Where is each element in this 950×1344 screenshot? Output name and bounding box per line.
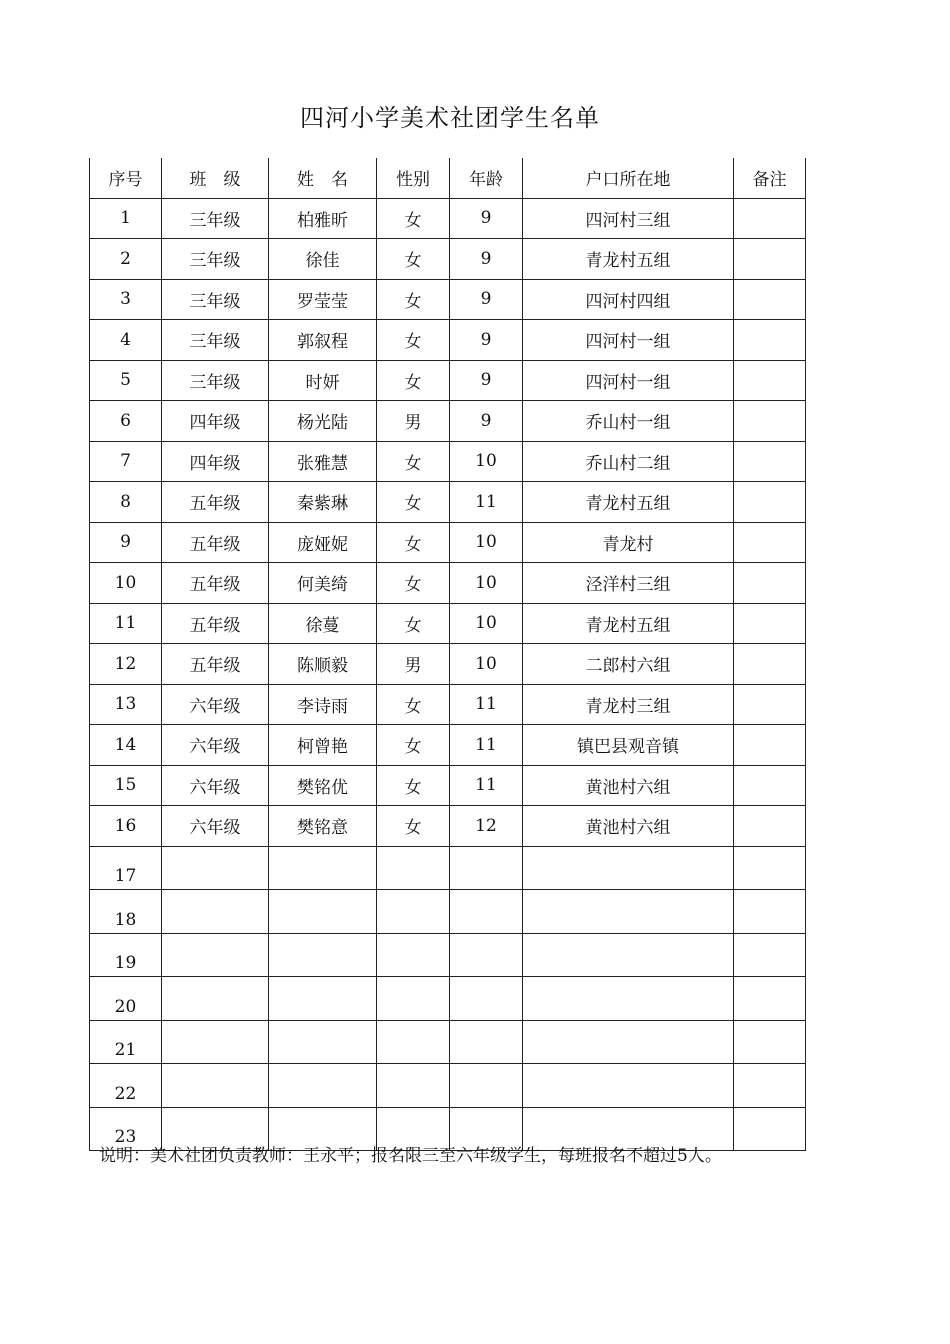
cell-class: 六年级 [162,806,269,847]
cell-class [162,977,269,1021]
cell-name: 庞娅妮 [269,522,377,563]
cell-remarks [734,239,806,280]
cell-remarks [734,522,806,563]
header-seq: 序号 [90,158,162,198]
cell-seq: 17 [90,846,162,890]
cell-class: 三年级 [162,360,269,401]
cell-gender: 女 [377,603,450,644]
cell-address: 青龙村 [523,522,734,563]
cell-remarks [734,1107,806,1151]
table-row [90,239,806,280]
cell-remarks [734,725,806,766]
cell-address: 四河村一组 [523,320,734,361]
cell-seq: 20 [90,977,162,1021]
cell-gender [377,890,450,934]
cell-class: 五年级 [162,563,269,604]
cell-name [269,890,377,934]
cell-name [269,1064,377,1108]
cell-seq: 15 [90,765,162,806]
cell-address [523,846,734,890]
table-row-empty [90,1020,806,1064]
cell-remarks [734,977,806,1021]
cell-remarks [734,806,806,847]
cell-gender: 女 [377,198,450,239]
cell-address [523,890,734,934]
cell-name: 秦紫琳 [269,482,377,523]
header-age: 年龄 [450,158,523,198]
cell-class: 六年级 [162,725,269,766]
page-title: 四河小学美术社团学生名单 [300,104,600,132]
cell-name: 徐佳 [269,239,377,280]
cell-remarks [734,563,806,604]
cell-seq: 6 [90,401,162,442]
cell-seq: 18 [90,890,162,934]
table-row [90,482,806,523]
table-row-empty [90,1064,806,1108]
table-row-empty [90,977,806,1021]
cell-age [450,890,523,934]
cell-remarks [734,933,806,977]
cell-class: 四年级 [162,401,269,442]
cell-age: 11 [450,725,523,766]
cell-seq: 16 [90,806,162,847]
cell-address: 泾洋村三组 [523,563,734,604]
cell-class [162,890,269,934]
cell-age: 9 [450,239,523,280]
header-remarks: 备注 [734,158,806,198]
cell-remarks [734,441,806,482]
cell-class: 五年级 [162,482,269,523]
cell-gender: 女 [377,360,450,401]
cell-age [450,1064,523,1108]
cell-gender: 女 [377,482,450,523]
cell-address: 青龙村五组 [523,239,734,280]
cell-remarks [734,644,806,685]
cell-gender: 女 [377,684,450,725]
table-row [90,522,806,563]
table-row [90,684,806,725]
cell-class [162,1020,269,1064]
cell-remarks [734,482,806,523]
cell-age [450,846,523,890]
cell-class: 三年级 [162,198,269,239]
cell-address: 二郎村六组 [523,644,734,685]
cell-gender: 男 [377,644,450,685]
cell-name: 张雅慧 [269,441,377,482]
cell-address: 青龙村五组 [523,603,734,644]
cell-name: 柯曾艳 [269,725,377,766]
cell-name: 罗莹莹 [269,279,377,320]
cell-name: 杨光陆 [269,401,377,442]
cell-age: 9 [450,401,523,442]
cell-remarks [734,401,806,442]
cell-class: 四年级 [162,441,269,482]
cell-name [269,1020,377,1064]
cell-address: 黄池村六组 [523,806,734,847]
cell-name: 时妍 [269,360,377,401]
cell-age [450,1020,523,1064]
cell-class: 三年级 [162,279,269,320]
cell-address: 青龙村三组 [523,684,734,725]
cell-remarks [734,1064,806,1108]
cell-remarks [734,846,806,890]
cell-address [523,933,734,977]
cell-seq: 10 [90,563,162,604]
cell-age: 10 [450,603,523,644]
cell-seq: 23 [90,1107,162,1151]
cell-age: 9 [450,279,523,320]
cell-remarks [734,765,806,806]
cell-address: 乔山村二组 [523,441,734,482]
cell-address: 四河村一组 [523,360,734,401]
table-header-row [90,158,806,198]
cell-class: 五年级 [162,522,269,563]
table-row [90,563,806,604]
cell-address: 乔山村一组 [523,401,734,442]
cell-class: 六年级 [162,765,269,806]
cell-remarks [734,320,806,361]
cell-name: 李诗雨 [269,684,377,725]
cell-remarks [734,198,806,239]
table-row [90,360,806,401]
cell-age: 10 [450,644,523,685]
table-row [90,644,806,685]
cell-seq: 13 [90,684,162,725]
cell-name [269,846,377,890]
cell-name: 樊铭意 [269,806,377,847]
header-gender: 性别 [377,158,450,198]
cell-class: 三年级 [162,239,269,280]
cell-gender [377,846,450,890]
cell-seq: 12 [90,644,162,685]
cell-name: 郭叙程 [269,320,377,361]
cell-age: 9 [450,320,523,361]
cell-age: 10 [450,563,523,604]
cell-age: 11 [450,765,523,806]
cell-class: 三年级 [162,320,269,361]
footnote: 说明：美术社团负责教师：王永平；报名限三至六年级学生，每班报名不超过5人。 [99,1146,722,1166]
header-address: 户口所在地 [523,158,734,198]
header-class: 班 级 [162,158,269,198]
table-row-empty [90,933,806,977]
cell-seq: 8 [90,482,162,523]
cell-seq: 14 [90,725,162,766]
cell-age: 11 [450,684,523,725]
table-row [90,765,806,806]
cell-gender: 女 [377,563,450,604]
cell-remarks [734,890,806,934]
cell-remarks [734,1020,806,1064]
cell-name: 陈顺毅 [269,644,377,685]
cell-name [269,933,377,977]
table-row [90,725,806,766]
cell-seq: 21 [90,1020,162,1064]
table-row [90,806,806,847]
cell-seq: 9 [90,522,162,563]
cell-address: 四河村四组 [523,279,734,320]
cell-gender: 男 [377,401,450,442]
cell-gender [377,977,450,1021]
cell-age: 9 [450,360,523,401]
table-row [90,198,806,239]
cell-seq: 1 [90,198,162,239]
cell-seq: 4 [90,320,162,361]
table-row [90,320,806,361]
table-row-empty [90,890,806,934]
cell-age: 11 [450,482,523,523]
cell-gender: 女 [377,725,450,766]
cell-remarks [734,684,806,725]
cell-gender: 女 [377,522,450,563]
cell-gender: 女 [377,765,450,806]
cell-class [162,1064,269,1108]
cell-address: 黄池村六组 [523,765,734,806]
cell-age: 10 [450,522,523,563]
cell-address [523,1064,734,1108]
cell-gender: 女 [377,279,450,320]
cell-address: 四河村三组 [523,198,734,239]
cell-gender: 女 [377,806,450,847]
cell-seq: 3 [90,279,162,320]
cell-name: 柏雅昕 [269,198,377,239]
cell-gender [377,933,450,977]
cell-seq: 2 [90,239,162,280]
cell-age: 12 [450,806,523,847]
cell-age [450,977,523,1021]
cell-address: 青龙村五组 [523,482,734,523]
cell-address [523,1020,734,1064]
table-row [90,401,806,442]
cell-name: 樊铭优 [269,765,377,806]
cell-remarks [734,603,806,644]
cell-seq: 19 [90,933,162,977]
cell-class: 五年级 [162,603,269,644]
cell-class: 五年级 [162,644,269,685]
cell-class [162,933,269,977]
cell-gender: 女 [377,239,450,280]
table-row [90,441,806,482]
cell-name [269,977,377,1021]
table-row [90,279,806,320]
cell-gender [377,1020,450,1064]
cell-age: 9 [450,198,523,239]
cell-class: 六年级 [162,684,269,725]
cell-seq: 5 [90,360,162,401]
cell-age: 10 [450,441,523,482]
cell-remarks [734,279,806,320]
cell-address [523,977,734,1021]
cell-seq: 22 [90,1064,162,1108]
table-row-empty [90,846,806,890]
cell-gender [377,1064,450,1108]
cell-address: 镇巴县观音镇 [523,725,734,766]
cell-remarks [734,360,806,401]
cell-gender: 女 [377,320,450,361]
header-name: 姓 名 [269,158,377,198]
student-roster-table [89,158,806,1151]
cell-class [162,846,269,890]
cell-name: 何美绮 [269,563,377,604]
cell-age [450,933,523,977]
table-row [90,603,806,644]
cell-seq: 11 [90,603,162,644]
cell-seq: 7 [90,441,162,482]
cell-gender: 女 [377,441,450,482]
cell-name: 徐蔓 [269,603,377,644]
